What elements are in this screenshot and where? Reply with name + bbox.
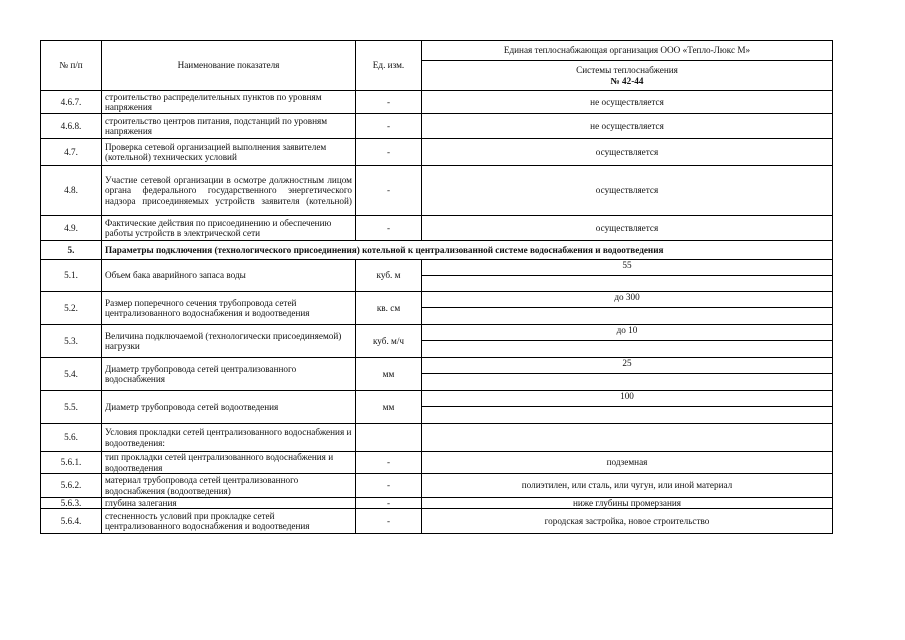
row-value: 100	[422, 391, 833, 407]
row-unit: кв. см	[356, 292, 422, 325]
header-systems-label: Системы теплоснабжения	[576, 65, 678, 76]
row-value-empty	[422, 374, 833, 391]
row-name: материал трубопровода сетей централизованного водоснабжения (водоотведения)	[102, 474, 356, 498]
table-row	[41, 452, 833, 474]
table-row	[41, 114, 833, 139]
row-value-empty	[422, 407, 833, 424]
row-name: стесненность условий при прокладке сетей централизованного водоснабжения и водоотведения	[102, 509, 356, 534]
section-title: Параметры подключения (технологического присоединения) котельной к централизованной системе водоснабжения и водоотведения	[102, 241, 833, 260]
row-value: 55	[422, 260, 833, 276]
table-row	[41, 166, 833, 216]
row-name: тип прокладки сетей централизованного водоснабжения и водоотведения	[102, 452, 356, 474]
row-value-empty	[422, 341, 833, 358]
row-unit: мм	[356, 358, 422, 391]
row-name: строительство распределительных пунктов по уровням напряжения	[102, 91, 356, 114]
row-unit: куб. м	[356, 260, 422, 292]
row-value: не осуществляется	[422, 91, 833, 114]
row-value: осуществляется	[422, 216, 833, 241]
row-num: 5.5.	[41, 391, 102, 424]
row-value: полиэтилен, или сталь, или чугун, или иной материал	[422, 474, 833, 498]
header-num: № п/п	[41, 41, 102, 91]
header-org: Единая теплоснабжающая организация ООО «Тепло-Люкс М»	[422, 41, 833, 61]
row-value: не осуществляется	[422, 114, 833, 139]
row-unit: -	[356, 166, 422, 216]
row-num: 5.6.4.	[41, 509, 102, 534]
indicators-table	[40, 40, 833, 534]
table-row	[41, 498, 833, 509]
row-num: 5.1.	[41, 260, 102, 292]
table-row	[41, 391, 833, 407]
row-unit: -	[356, 498, 422, 509]
table-row	[41, 139, 833, 166]
row-unit: -	[356, 509, 422, 534]
table-row	[41, 358, 833, 374]
row-name: Проверка сетевой организацией выполнения заявителем (котельной) технических условий	[102, 139, 356, 166]
row-unit: мм	[356, 391, 422, 424]
row-unit: -	[356, 114, 422, 139]
row-name: глубина залегания	[102, 498, 356, 509]
row-value: 25	[422, 358, 833, 374]
row-num: 5.3.	[41, 325, 102, 358]
row-unit: -	[356, 91, 422, 114]
table-row	[41, 260, 833, 276]
row-num: 5.4.	[41, 358, 102, 391]
row-value: осуществляется	[422, 166, 833, 216]
row-name: Величина подключаемой (технологически присоединяемой) нагрузки	[102, 325, 356, 358]
row-unit: -	[356, 474, 422, 498]
row-value-empty	[422, 276, 833, 292]
row-value: до 10	[422, 325, 833, 341]
section-num: 5.	[41, 241, 102, 260]
row-num: 4.6.8.	[41, 114, 102, 139]
row-value-empty	[422, 308, 833, 325]
row-name: Диаметр трубопровода сетей водоотведения	[102, 391, 356, 424]
row-num: 4.6.7.	[41, 91, 102, 114]
table-row	[41, 509, 833, 534]
row-num: 4.9.	[41, 216, 102, 241]
row-num: 5.6.3.	[41, 498, 102, 509]
row-name: строительство центров питания, подстанций по уровням напряжения	[102, 114, 356, 139]
row-value	[422, 424, 833, 452]
row-num: 5.6.2.	[41, 474, 102, 498]
row-num: 5.6.	[41, 424, 102, 452]
row-name: Объем бака аварийного запаса воды	[102, 260, 356, 292]
table-row	[41, 474, 833, 498]
header-name: Наименование показателя	[102, 41, 356, 91]
header-systems	[422, 61, 833, 91]
row-unit	[356, 424, 422, 452]
row-num: 4.7.	[41, 139, 102, 166]
table-row	[41, 91, 833, 114]
row-value: ниже глубины промерзания	[422, 498, 833, 509]
row-name: Условия прокладки сетей централизованного водоснабжения и водоотведения:	[102, 424, 356, 452]
table-row	[41, 216, 833, 241]
row-unit: -	[356, 139, 422, 166]
row-name: Размер поперечного сечения трубопровода сетей централизованного водоснабжения и водоотведения	[102, 292, 356, 325]
table-row	[41, 424, 833, 452]
row-unit: куб. м/ч	[356, 325, 422, 358]
row-unit: -	[356, 216, 422, 241]
row-num: 5.6.1.	[41, 452, 102, 474]
row-value: городская застройка, новое строительство	[422, 509, 833, 534]
table-row	[41, 292, 833, 308]
row-num: 5.2.	[41, 292, 102, 325]
header-systems-number: № 42-44	[610, 75, 644, 86]
row-value: подземная	[422, 452, 833, 474]
table-header-row	[41, 41, 833, 61]
row-value: осуществляется	[422, 139, 833, 166]
row-unit: -	[356, 452, 422, 474]
header-unit: Ед. изм.	[356, 41, 422, 91]
row-name: Участие сетевой организации в осмотре должностным лицом органа федерального государственного энергетического надзора присоединяемых устройств заявителя (котельной)	[102, 166, 356, 216]
row-name: Диаметр трубопровода сетей централизованного водоснабжения	[102, 358, 356, 391]
section-row	[41, 241, 833, 260]
table-row	[41, 325, 833, 341]
row-value: до 300	[422, 292, 833, 308]
row-name: Фактические действия по присоединению и обеспечению работы устройств в электрической сети	[102, 216, 356, 241]
row-num: 4.8.	[41, 166, 102, 216]
